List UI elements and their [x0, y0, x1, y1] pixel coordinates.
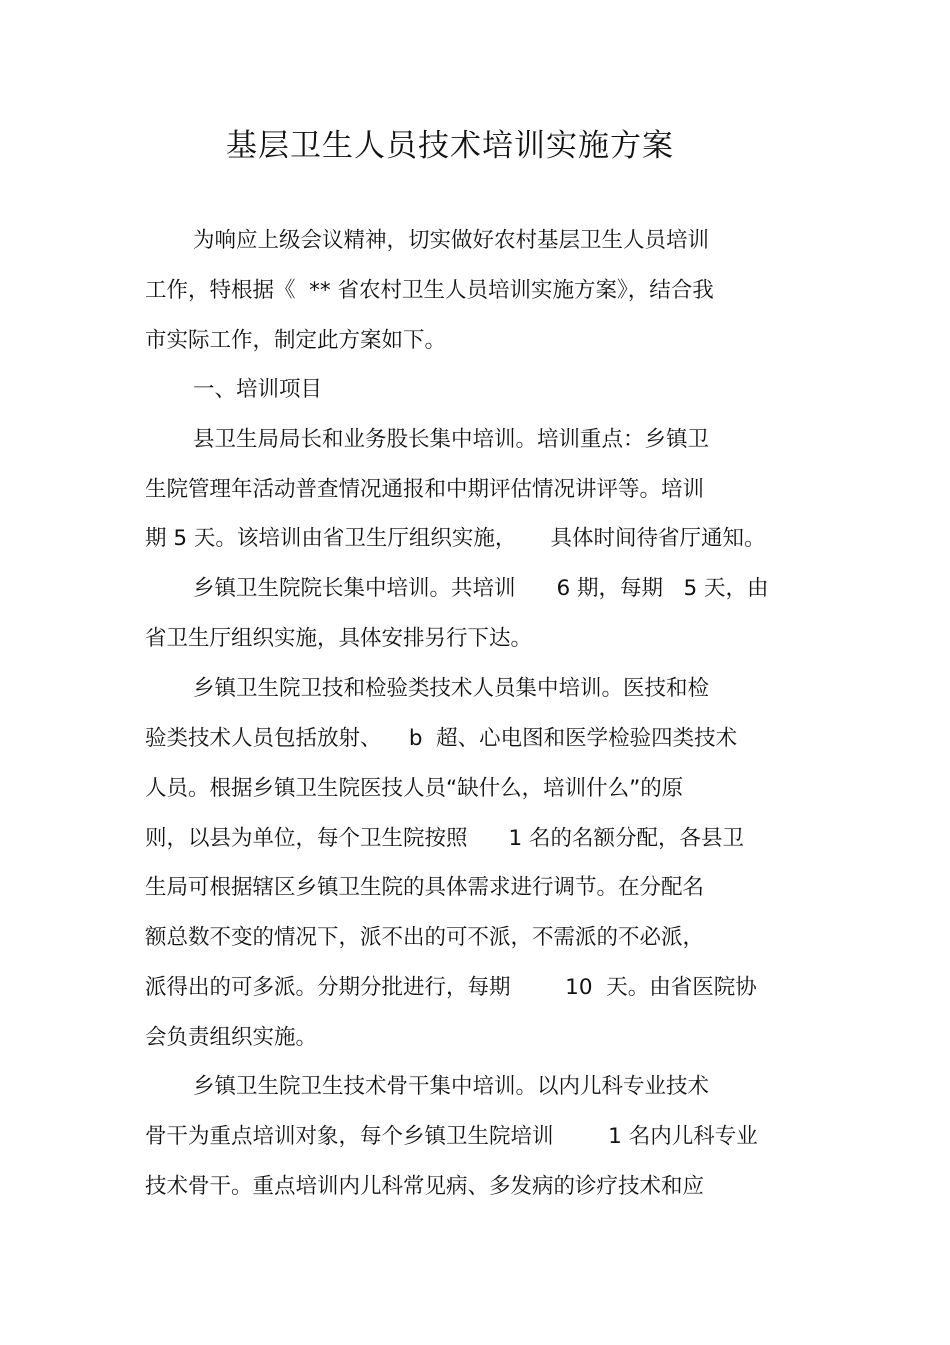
paragraph-line: 额总数不变的情况下，派不出的可不派，不需派的不必派， — [145, 925, 705, 950]
paragraph-line: 生院管理年活动普查情况通报和中期评估情况讲评等。培训 — [145, 477, 705, 502]
paragraph-line: 生局可根据辖区乡镇卫生院的具体需求进行调节。在分配名 — [145, 875, 705, 900]
document-title: 基层卫生人员技术培训实施方案 — [226, 128, 674, 164]
paragraph-line: 验类技术人员包括放射、 b 超、心电图和医学检验四类技术 — [145, 726, 738, 751]
paragraph-line: 则，以县为单位，每个卫生院按照 1 名的名额分配，各县卫 — [145, 826, 745, 851]
paragraph-line: 乡镇卫生院卫生技术骨干集中培训。以内儿科专业技术 — [193, 1074, 710, 1099]
paragraph-line: 骨干为重点培训对象，每个乡镇卫生院培训 1 名内儿科专业 — [145, 1124, 758, 1149]
paragraph-line: 乡镇卫生院卫技和检验类技术人员集中培训。医技和检 — [193, 676, 710, 701]
paragraph-line: 派得出的可多派。分期分批进行，每期 10 天。由省医院协 — [145, 975, 757, 1000]
paragraph-line: 人员。根据乡镇卫生院医技人员“缺什么，培训什么”的原 — [145, 776, 684, 801]
paragraph-line: 会负责组织实施。 — [145, 1025, 318, 1050]
paragraph-line: 工作，特根据《 ** 省农村卫生人员培训实施方案》，结合我 — [145, 278, 714, 303]
paragraph-line: 为响应上级会议精神，切实做好农村基层卫生人员培训 — [193, 228, 710, 253]
paragraph-line: 省卫生厅组织实施，具体安排另行下达。 — [145, 626, 533, 651]
paragraph-line: 市实际工作，制定此方案如下。 — [145, 328, 447, 353]
paragraph-line: 期 5 天。该培训由省卫生厅组织实施， 具体时间待省厅通知。 — [145, 526, 766, 551]
section-heading: 一、培训项目 — [193, 377, 323, 402]
paragraph-line: 县卫生局局长和业务股长集中培训。培训重点：乡镇卫 — [193, 427, 710, 452]
paragraph-line: 乡镇卫生院院长集中培训。共培训 6 期，每期 5 天，由 — [193, 576, 769, 601]
paragraph-line: 技术骨干。重点培训内儿科常见病、多发病的诊疗技术和应 — [145, 1174, 705, 1199]
